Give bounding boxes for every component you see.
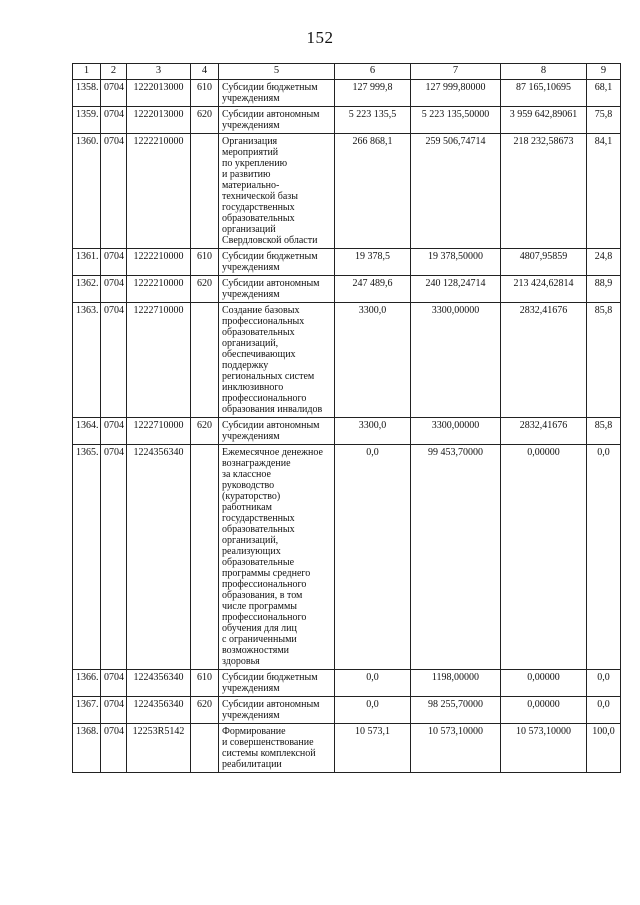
plan-amount-cell: 247 489,6 xyxy=(335,276,411,303)
section-code-cell: 0704 xyxy=(101,670,127,697)
percent-cell: 84,1 xyxy=(587,134,621,249)
header-cell: 4 xyxy=(191,64,219,80)
header-cell: 9 xyxy=(587,64,621,80)
section-code-cell: 0704 xyxy=(101,107,127,134)
executed-amount-cell: 2832,41676 xyxy=(501,303,587,418)
expense-type-cell xyxy=(191,134,219,249)
item-name-cell: Субсидии бюджетным учреждениям xyxy=(219,80,335,107)
row-number-cell: 1360. xyxy=(73,134,101,249)
plan-amount-cell: 0,0 xyxy=(335,670,411,697)
row-number-cell: 1362. xyxy=(73,276,101,303)
executed-amount-cell: 87 165,10695 xyxy=(501,80,587,107)
item-name-cell: Субсидии бюджетным учреждениям xyxy=(219,249,335,276)
target-code-cell: 12253R5142 xyxy=(127,724,191,773)
expense-type-cell: 620 xyxy=(191,276,219,303)
percent-cell: 68,1 xyxy=(587,80,621,107)
plan-amount-cell: 19 378,5 xyxy=(335,249,411,276)
executed-amount-cell: 10 573,10000 xyxy=(501,724,587,773)
percent-cell: 85,8 xyxy=(587,303,621,418)
expense-type-cell: 610 xyxy=(191,249,219,276)
target-code-cell: 1222013000 xyxy=(127,107,191,134)
target-code-cell: 1222210000 xyxy=(127,134,191,249)
section-code-cell: 0704 xyxy=(101,697,127,724)
header-cell: 7 xyxy=(411,64,501,80)
header-cell: 6 xyxy=(335,64,411,80)
plan-amount-cell: 3300,0 xyxy=(335,303,411,418)
row-number-cell: 1359. xyxy=(73,107,101,134)
percent-cell: 24,8 xyxy=(587,249,621,276)
table-row xyxy=(73,418,621,445)
percent-cell: 85,8 xyxy=(587,418,621,445)
item-name-cell: Ежемесячное денежное вознаграждение за классное руководство (кураторство) работникам государственных образовательных организаций, реализующих образовательные программы среднего профессионального образования, в том числе программы профессионального обучения для лиц с ограниченными возможностями здоровья xyxy=(219,445,335,670)
percent-cell: 100,0 xyxy=(587,724,621,773)
item-name-cell: Субсидии автономным учреждениям xyxy=(219,107,335,134)
refined-amount-cell: 99 453,70000 xyxy=(411,445,501,670)
table-row xyxy=(73,276,621,303)
header-cell: 3 xyxy=(127,64,191,80)
row-number-cell: 1364. xyxy=(73,418,101,445)
table-row xyxy=(73,670,621,697)
executed-amount-cell: 218 232,58673 xyxy=(501,134,587,249)
table-row xyxy=(73,80,621,107)
plan-amount-cell: 5 223 135,5 xyxy=(335,107,411,134)
item-name-cell: Создание базовых профессиональных образовательных организаций, обеспечивающих поддержку региональных систем инклюзивного профессионального образования инвалидов xyxy=(219,303,335,418)
refined-amount-cell: 240 128,24714 xyxy=(411,276,501,303)
refined-amount-cell: 3300,00000 xyxy=(411,303,501,418)
plan-amount-cell: 127 999,8 xyxy=(335,80,411,107)
header-row xyxy=(73,64,621,80)
executed-amount-cell: 2832,41676 xyxy=(501,418,587,445)
plan-amount-cell: 0,0 xyxy=(335,697,411,724)
header-cell: 1 xyxy=(73,64,101,80)
item-name-cell: Субсидии автономным учреждениям xyxy=(219,276,335,303)
percent-cell: 0,0 xyxy=(587,670,621,697)
refined-amount-cell: 5 223 135,50000 xyxy=(411,107,501,134)
section-code-cell: 0704 xyxy=(101,724,127,773)
row-number-cell: 1361. xyxy=(73,249,101,276)
refined-amount-cell: 1198,00000 xyxy=(411,670,501,697)
refined-amount-cell: 259 506,74714 xyxy=(411,134,501,249)
item-name-cell: Субсидии бюджетным учреждениям xyxy=(219,670,335,697)
refined-amount-cell: 3300,00000 xyxy=(411,418,501,445)
executed-amount-cell: 3 959 642,89061 xyxy=(501,107,587,134)
expense-type-cell: 620 xyxy=(191,418,219,445)
expense-type-cell: 610 xyxy=(191,670,219,697)
section-code-cell: 0704 xyxy=(101,418,127,445)
table-row xyxy=(73,724,621,773)
plan-amount-cell: 3300,0 xyxy=(335,418,411,445)
expense-type-cell: 610 xyxy=(191,80,219,107)
row-number-cell: 1363. xyxy=(73,303,101,418)
table-row xyxy=(73,107,621,134)
section-code-cell: 0704 xyxy=(101,134,127,249)
percent-cell: 88,9 xyxy=(587,276,621,303)
percent-cell: 0,0 xyxy=(587,697,621,724)
item-name-cell: Организация мероприятий по укреплению и развитию материально- технической базы государственных образовательных организаций Свердловской области xyxy=(219,134,335,249)
target-code-cell: 1224356340 xyxy=(127,445,191,670)
section-code-cell: 0704 xyxy=(101,276,127,303)
page-number: 152 xyxy=(306,28,334,47)
target-code-cell: 1222710000 xyxy=(127,303,191,418)
row-number-cell: 1367. xyxy=(73,697,101,724)
target-code-cell: 1222210000 xyxy=(127,249,191,276)
percent-cell: 0,0 xyxy=(587,445,621,670)
plan-amount-cell: 0,0 xyxy=(335,445,411,670)
section-code-cell: 0704 xyxy=(101,80,127,107)
item-name-cell: Формирование и совершенствование системы комплексной реабилитации xyxy=(219,724,335,773)
header-cell: 8 xyxy=(501,64,587,80)
header-cell: 2 xyxy=(101,64,127,80)
item-name-cell: Субсидии автономным учреждениям xyxy=(219,697,335,724)
refined-amount-cell: 127 999,80000 xyxy=(411,80,501,107)
target-code-cell: 1224356340 xyxy=(127,670,191,697)
row-number-cell: 1365. xyxy=(73,445,101,670)
row-number-cell: 1368. xyxy=(73,724,101,773)
refined-amount-cell: 98 255,70000 xyxy=(411,697,501,724)
table-row xyxy=(73,445,621,670)
target-code-cell: 1224356340 xyxy=(127,697,191,724)
item-name-cell: Субсидии автономным учреждениям xyxy=(219,418,335,445)
executed-amount-cell: 0,00000 xyxy=(501,670,587,697)
budget-table xyxy=(72,63,621,773)
row-number-cell: 1358. xyxy=(73,80,101,107)
refined-amount-cell: 10 573,10000 xyxy=(411,724,501,773)
table-row xyxy=(73,697,621,724)
row-number-cell: 1366. xyxy=(73,670,101,697)
expense-type-cell xyxy=(191,445,219,670)
expense-type-cell xyxy=(191,303,219,418)
section-code-cell: 0704 xyxy=(101,445,127,670)
refined-amount-cell: 19 378,50000 xyxy=(411,249,501,276)
section-code-cell: 0704 xyxy=(101,303,127,418)
target-code-cell: 1222710000 xyxy=(127,418,191,445)
expense-type-cell: 620 xyxy=(191,697,219,724)
executed-amount-cell: 0,00000 xyxy=(501,445,587,670)
executed-amount-cell: 213 424,62814 xyxy=(501,276,587,303)
table-body xyxy=(73,80,621,773)
executed-amount-cell: 0,00000 xyxy=(501,697,587,724)
target-code-cell: 1222210000 xyxy=(127,276,191,303)
expense-type-cell: 620 xyxy=(191,107,219,134)
percent-cell: 75,8 xyxy=(587,107,621,134)
table-row xyxy=(73,303,621,418)
expense-type-cell xyxy=(191,724,219,773)
plan-amount-cell: 266 868,1 xyxy=(335,134,411,249)
table-row xyxy=(73,134,621,249)
plan-amount-cell: 10 573,1 xyxy=(335,724,411,773)
table-row xyxy=(73,249,621,276)
section-code-cell: 0704 xyxy=(101,249,127,276)
target-code-cell: 1222013000 xyxy=(127,80,191,107)
header-cell: 5 xyxy=(219,64,335,80)
executed-amount-cell: 4807,95859 xyxy=(501,249,587,276)
